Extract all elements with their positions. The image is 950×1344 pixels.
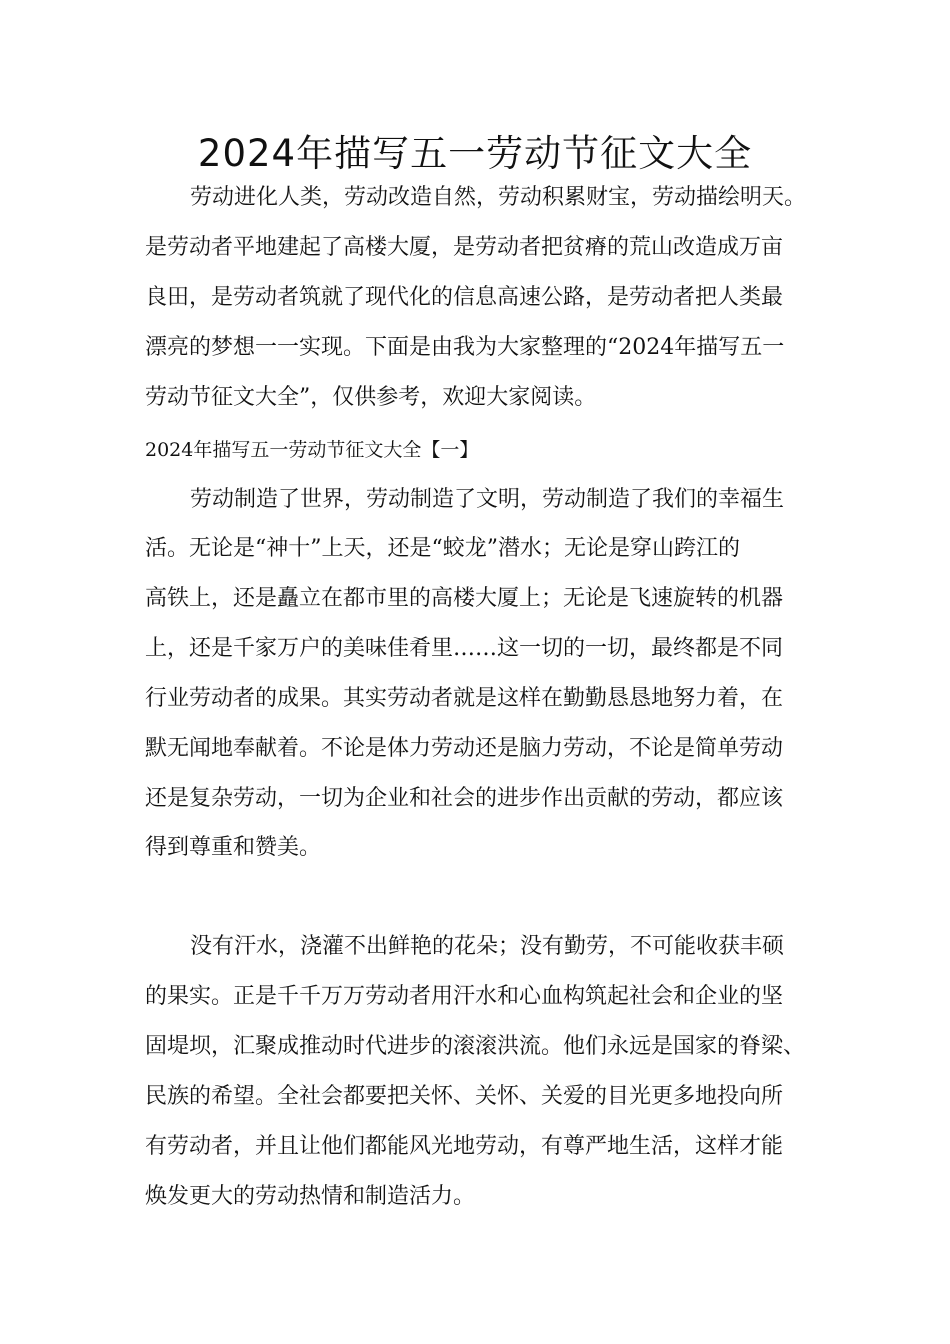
paragraph2-line: 民族的希望。全社会都要把关怀、关怀、关爱的目光更多地投向所 [145, 1084, 784, 1109]
paragraph1-line: 行业劳动者的成果。其实劳动者就是这样在勤勤恳恳地努力着，在 [145, 686, 784, 711]
paragraph1-line: 劳动制造了世界，劳动制造了文明，劳动制造了我们的幸福生 [190, 487, 785, 512]
intro-line: 漂亮的梦想一一实现。下面是由我为大家整理的“2024年描写五一 [145, 335, 785, 360]
document-title: 2024年描写五一劳动节征文大全 [197, 132, 753, 175]
intro-line: 是劳动者平地建起了高楼大厦，是劳动者把贫瘠的荒山改造成万亩 [145, 235, 784, 260]
paragraph1-line: 得到尊重和赞美。 [145, 835, 322, 860]
paragraph2-line: 有劳动者，并且让他们都能风光地劳动，有尊严地生活，这样才能 [145, 1134, 784, 1159]
paragraph1-line: 默无闻地奉献着。不论是体力劳动还是脑力劳动，不论是简单劳动 [145, 736, 784, 761]
paragraph1-line: 活。无论是“神十”上天，还是“蛟龙”潜水；无论是穿山跨江的 [145, 536, 740, 561]
paragraph2-line: 的果实。正是千千万万劳动者用汗水和心血构筑起社会和企业的坚 [145, 984, 784, 1009]
intro-line: 劳动进化人类，劳动改造自然，劳动积累财宝，劳动描绘明天。 [190, 185, 807, 210]
paragraph2-line: 固堤坝，汇聚成推动时代进步的滚滚洪流。他们永远是国家的脊梁、 [145, 1034, 806, 1059]
paragraph2-line: 没有汗水，浇灌不出鲜艳的花朵；没有勤劳，不可能收获丰硕 [190, 934, 785, 959]
intro-line: 良田，是劳动者筑就了现代化的信息高速公路，是劳动者把人类最 [145, 285, 784, 310]
section-heading: 2024年描写五一劳动节征文大全【一】 [145, 439, 479, 461]
paragraph2-line: 焕发更大的劳动热情和制造活力。 [145, 1184, 476, 1209]
paragraph1-line: 还是复杂劳动，一切为企业和社会的进步作出贡献的劳动，都应该 [145, 786, 784, 811]
paragraph1-line: 高铁上，还是矗立在都市里的高楼大厦上；无论是飞速旋转的机器 [145, 586, 784, 611]
paragraph1-line: 上，还是千家万户的美味佳肴里……这一切的一切，最终都是不同 [145, 636, 784, 661]
intro-line: 劳动节征文大全”，仅供参考，欢迎大家阅读。 [145, 385, 597, 410]
